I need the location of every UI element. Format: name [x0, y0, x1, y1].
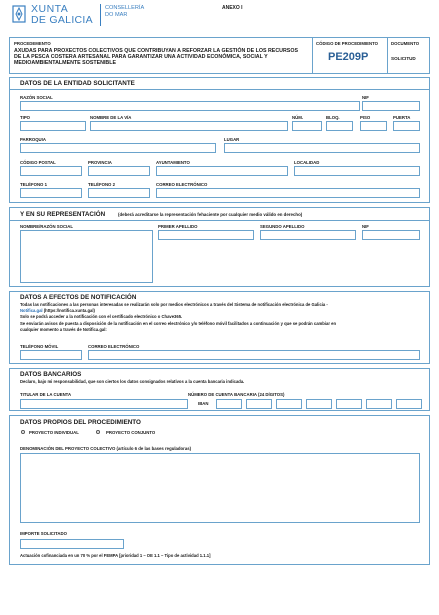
label-rep-nif: NIF — [362, 224, 369, 229]
procedure-title: AXUDAS PARA PROXECTOS COLECTIVOS QUE CONTRIBUYAN A REFORZAR LA GESTIÓN DE LOS RECURSOS DE LA PESCA COSTERA ARTESANAL PARA GARANTIZAR UNA ACTIVIDAD ECONÓMICA, SOCIAL Y MEDIOAMBIENTALMENTE SOSTENIBLE — [14, 48, 298, 67]
radio-individual[interactable] — [21, 430, 25, 434]
label-localidad: LOCALIDAD — [294, 160, 320, 165]
field-num[interactable] — [292, 121, 322, 131]
label-cuenta: NÚMERO DE CUENTA BANCARIA (24 DÍGITOS) — [188, 392, 285, 397]
procedure-code: PE209P — [328, 51, 369, 63]
field-iban-6[interactable] — [366, 399, 392, 409]
notification-title: DATOS A EFECTOS DE NOTIFICACIÓN — [20, 294, 137, 301]
field-localidad[interactable] — [294, 166, 420, 176]
label-piso: PISO — [360, 115, 371, 120]
bank-section — [9, 368, 430, 411]
field-iban-4[interactable] — [306, 399, 332, 409]
label-rep-ap1: PRIMER APELLIDO — [158, 224, 198, 229]
field-piso[interactable] — [360, 121, 387, 131]
label-provincia: PROVINCIA — [88, 160, 112, 165]
notifica-link[interactable]: Notifica.gal — [20, 308, 43, 313]
label-denominacion: DENOMINACIÓN DEL PROYECTO COLECTIVO (artículo 6 de las bases reguladoras) — [20, 446, 192, 451]
header-divider — [100, 4, 101, 26]
label-tipo: TIPO — [20, 115, 31, 120]
label-email: CORREO ELECTRÓNICO — [156, 182, 208, 187]
label-bloq: BLOQ. — [326, 115, 340, 120]
field-iban-5[interactable] — [336, 399, 362, 409]
field-lugar[interactable] — [224, 143, 420, 153]
document-label: DOCUMENTO — [391, 41, 420, 46]
representative-note: (deberá acreditarse la representación fehaciente por cualquier medio válido en derecho) — [118, 212, 303, 217]
procedure-code-label: CÓDIGO DE PROCEDIMIENTO — [316, 41, 378, 46]
field-cp[interactable] — [20, 166, 82, 176]
field-bloq[interactable] — [326, 121, 353, 131]
representative-title-rule — [10, 220, 429, 221]
label-iban: IBAN — [198, 401, 209, 406]
procedure-label: PROCEDEMENTO — [14, 41, 51, 46]
field-rep-ap2[interactable] — [260, 230, 356, 240]
org-name-line2: DE GALICIA — [31, 14, 93, 26]
funding-note: Actuación cofinanciada en un 70 % por el FEMPA [prioridad 1 – OE 1.1 – Tipo de actividad 1.1.1] — [20, 553, 211, 558]
label-titular: TITULAR DE LA CUENTA — [20, 392, 72, 397]
notifica-url: (https://notifica.xunta.gal) — [43, 308, 95, 313]
dept-name-line2: DO MAR — [105, 12, 128, 18]
notification-p1: Todas las notificaciones a las personas interesadas se realizarán solo por medios electrónicos a través del Sistema de notificación electrónica de Galicia - — [20, 302, 328, 307]
label-movil: TELÉFONO MÓVIL — [20, 344, 59, 349]
label-importe: IMPORTE SOLICITADO — [20, 531, 67, 536]
field-rep-ap1[interactable] — [158, 230, 254, 240]
representative-section — [9, 207, 430, 287]
field-titular[interactable] — [20, 399, 188, 409]
procedure-code-divider — [312, 38, 313, 73]
field-movil[interactable] — [20, 350, 82, 360]
document-type: SOLICITUD — [391, 56, 416, 61]
notification-section — [9, 291, 430, 364]
label-rep-nombre: NOMBRE/RAZÓN SOCIAL — [20, 224, 73, 229]
project-section — [9, 415, 430, 565]
field-telefono2[interactable] — [88, 188, 150, 198]
bank-title: DATOS BANCARIOS — [20, 371, 82, 378]
label-num: NÚM. — [292, 115, 303, 120]
radio-conjunto[interactable] — [96, 430, 100, 434]
notification-p3a: Se enviarán avisos de puesta a disposición de la notificación en el correo electrónico y/o teléfono móvil facilitados a continuación y que se podrán cambiar en — [20, 321, 337, 326]
field-via[interactable] — [90, 121, 288, 131]
field-notif-email[interactable] — [88, 350, 420, 360]
field-importe[interactable] — [20, 539, 124, 549]
applicant-title: DATOS DE LA ENTIDAD SOLICITANTE — [20, 80, 135, 87]
procedure-doc-divider — [387, 38, 388, 73]
field-email[interactable] — [156, 188, 420, 198]
field-tipo[interactable] — [20, 121, 86, 131]
applicant-title-rule — [10, 89, 429, 90]
label-conjunto: PROYECTO CONJUNTO — [106, 430, 156, 435]
field-iban-1[interactable] — [216, 399, 242, 409]
label-via: NOMBRE DE LA VÍA — [90, 115, 132, 120]
field-puerta[interactable] — [393, 121, 420, 131]
label-rep-ap2: SEGUNDO APELLIDO — [260, 224, 305, 229]
label-razon-social: RAZÓN SOCIAL — [20, 95, 53, 100]
field-iban-7[interactable] — [396, 399, 422, 409]
label-telefono1: TELÉFONO 1 — [20, 182, 47, 187]
notification-p1-cont — [20, 308, 95, 313]
applicant-section — [9, 77, 430, 203]
label-nif: NIF — [362, 95, 369, 100]
org-name-line1: XUNTA — [31, 3, 69, 15]
field-nif[interactable] — [362, 101, 420, 111]
label-notif-email: CORREO ELECTRÓNICO — [88, 344, 140, 349]
xunta-emblem-icon — [10, 4, 28, 24]
dept-name-line1: CONSELLERÍA — [105, 5, 145, 11]
label-telefono2: TELÉFONO 2 — [88, 182, 115, 187]
annex-label: ANEXO I — [222, 5, 243, 11]
notification-p3b: cualquier momento a través de Notifica.gal: — [20, 327, 107, 332]
label-cp: CÓDIGO POSTAL — [20, 160, 56, 165]
field-ayuntamiento[interactable] — [156, 166, 288, 176]
bank-declaration: Declaro, bajo mi responsabilidad, que son ciertos los datos consignados relativos a la cuenta bancaria indicada. — [20, 379, 245, 384]
field-denominacion[interactable] — [20, 453, 420, 523]
notification-p2: Solo se podrá acceder a la notificación con el certificado electrónico o Chave365. — [20, 314, 183, 319]
field-provincia[interactable] — [88, 166, 150, 176]
field-iban-2[interactable] — [246, 399, 272, 409]
xunta-logo — [10, 4, 28, 24]
field-rep-nif[interactable] — [362, 230, 420, 240]
field-parroquia[interactable] — [20, 143, 216, 153]
label-puerta: PUERTA — [393, 115, 411, 120]
label-lugar: LUGAR — [224, 137, 240, 142]
label-parroquia: PARROQUIA — [20, 137, 46, 142]
field-razon-social[interactable] — [20, 101, 360, 111]
field-rep-nombre[interactable] — [20, 230, 153, 283]
representative-title: Y EN SU REPRESENTACIÓN — [20, 211, 106, 218]
procedure-box — [9, 37, 430, 74]
label-ayuntamiento: AYUNTAMIENTO — [156, 160, 190, 165]
label-individual: PROYECTO INDIVIDUAL — [29, 430, 79, 435]
project-title: DATOS PROPIOS DEL PROCEDIMIENTO — [20, 419, 141, 426]
field-telefono1[interactable] — [20, 188, 82, 198]
field-iban-3[interactable] — [276, 399, 302, 409]
